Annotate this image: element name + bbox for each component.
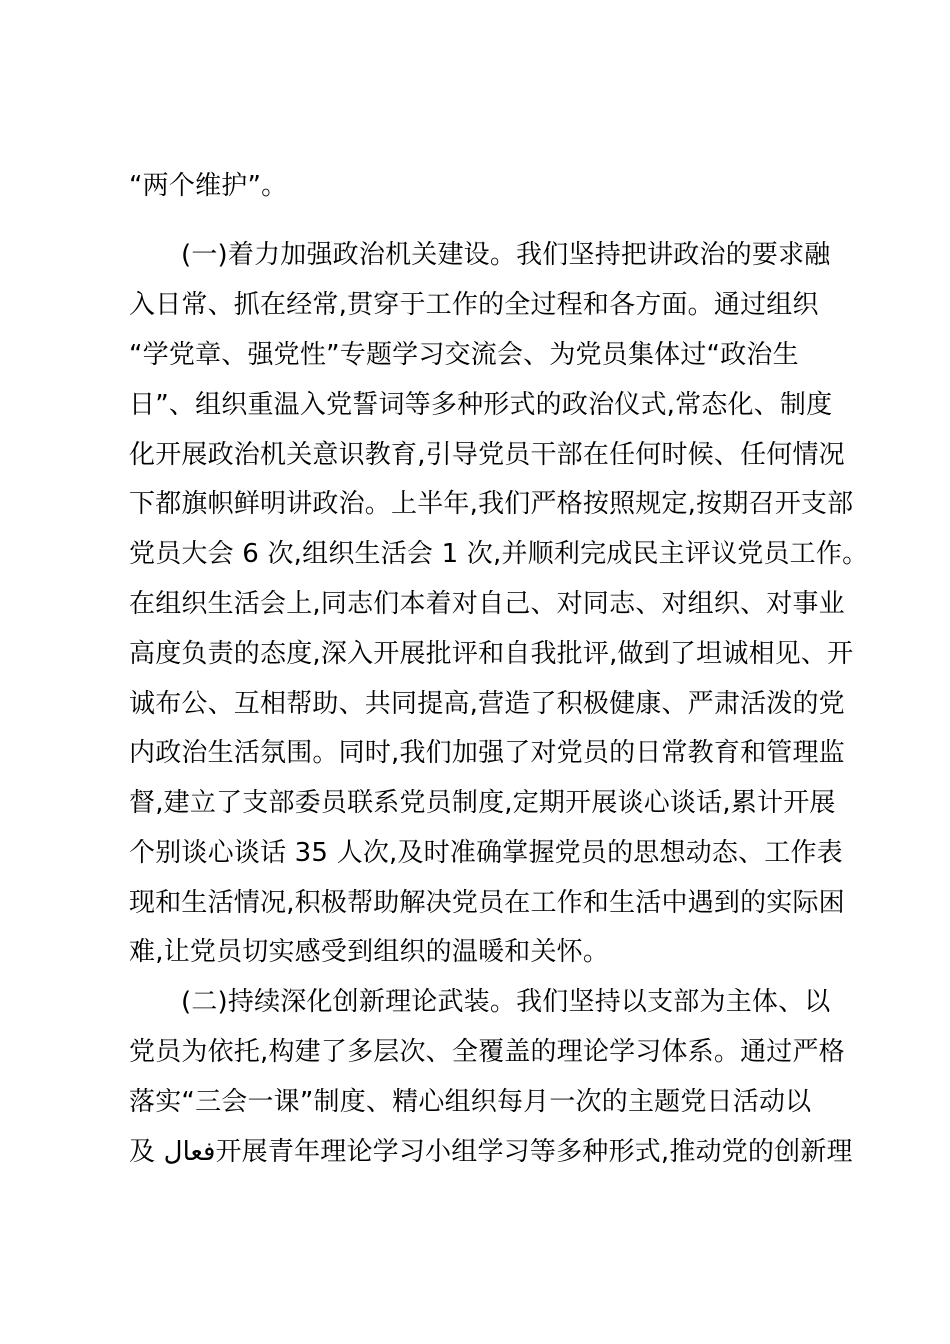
text-line: 在组织生活会上,同志们本着对自己、对同志、对组织、对事业 [129, 589, 845, 619]
text-line: 日”、组织重温入党誓词等多种形式的政治仪式,常态化、制度 [129, 390, 833, 420]
paragraph-heading: (二)持续深化创新理论武装。我们坚持以支部为主体、以 [181, 987, 831, 1017]
text-line: 个别谈心谈话 35 人次,及时准确掌握党员的思想动态、工作表 [129, 838, 843, 868]
text-line: 落实“三会一课”制度、精心组织每月一次的主题党日活动以 [129, 1087, 812, 1117]
text-line: 高度负责的态度,深入开展批评和自我批评,做到了坦诚相见、开 [129, 639, 854, 669]
text-line: 下都旗帜鲜明讲政治。上半年,我们严格按照规定,按期召开支部 [129, 489, 854, 519]
text-line: 化开展政治机关意识教育,引导党员干部在任何时候、任何情况 [129, 440, 845, 470]
text-line: 难,让党员切实感受到组织的温暖和关怀。 [129, 937, 610, 967]
text-line: 内政治生活氛围。同时,我们加强了对党员的日常教育和管理监 [129, 738, 845, 768]
text-line: 党员大会 6 次,组织生活会 1 次,并顺利完成民主评议党员工作。 [129, 539, 869, 569]
text-line: “两个维护”。 [129, 171, 288, 201]
text-line: 及 فعال开展青年理论学习小组学习等多种形式,推动党的创新理 [129, 1137, 853, 1167]
text-line: 督,建立了支部委员联系党员制度,定期开展谈心谈话,累计开展 [129, 788, 836, 818]
text-line: 现和生活情况,积极帮助解决党员在工作和生活中遇到的实际困 [129, 888, 845, 918]
paragraph-heading: (一)着力加强政治机关建设。我们坚持把讲政治的要求融 [181, 240, 831, 270]
text-line: 入日常、抓在经常,贯穿于工作的全过程和各方面。通过组织 [129, 290, 819, 320]
text-line: 党员为依托,构建了多层次、全覆盖的理论学习体系。通过严格 [129, 1037, 845, 1067]
text-line: 诚布公、互相帮助、共同提高,营造了积极健康、严肃活泼的党 [129, 689, 845, 719]
text-line: “学党章、强党性”专题学习交流会、为党员集体过“政治生 [129, 340, 799, 370]
